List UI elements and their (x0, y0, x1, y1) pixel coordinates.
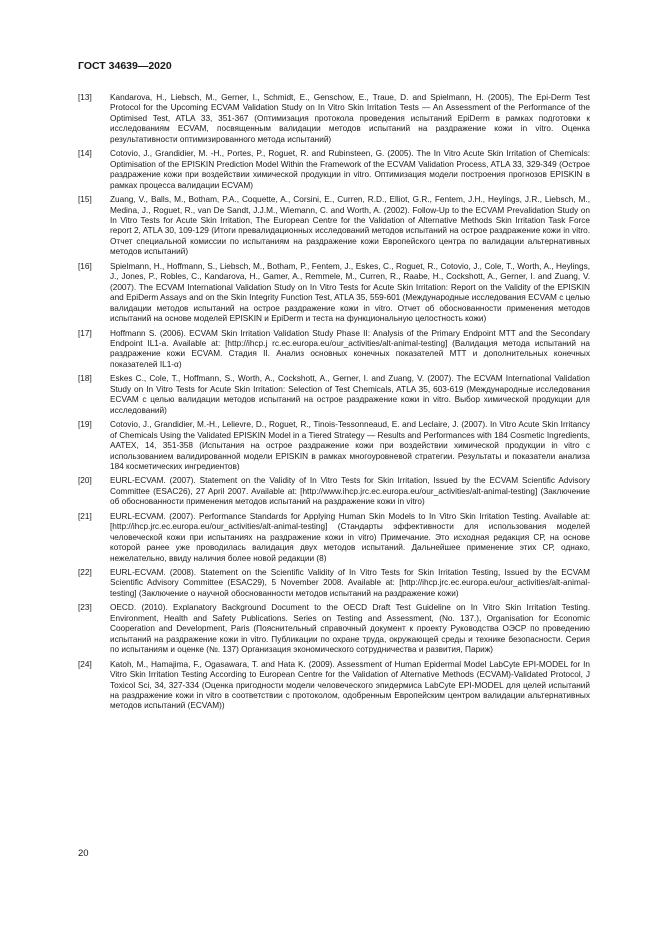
reference-item (78, 660, 590, 712)
page-number: 20 (78, 848, 89, 859)
reference-number: [22] (78, 568, 92, 578)
reference-number: [15] (78, 195, 92, 205)
reference-item (78, 93, 590, 145)
reference-number: [14] (78, 149, 92, 159)
reference-item (78, 603, 590, 655)
reference-number: [21] (78, 511, 92, 521)
reference-number: [23] (78, 603, 92, 613)
reference-item (78, 195, 590, 258)
reference-text: Cotovio, J., Grandidier, M. -H., Portes, P., Roguet, R. and Rubinsteen, G. (2005). The In Vitro Acute Skin Irritation of Chemicals: Optimisation of the EPISKIN Prediction Model Within the Framework of the ECVAM Validation Process, ATLA 33, 329-349 (Острое раздражение кожи при воздействии химической продукции in vitro. Оптимизация модели построения прогнозов EPISKIN в рамках процесса валидации ECVAM) (110, 149, 590, 190)
reference-number: [20] (78, 476, 92, 486)
reference-text: Spielmann, H., Hoffmann, S., Liebsch, M., Botham, P., Fentem, J., Eskes, C., Roguet, R., Cotovio, J., Cole, T., Worth, A., Heylings, J., Jones, P., Robles, C., Kandarova, H., Gamer, A., Remmele, M., Curren, R., Raabe, H., Cockshott, A., Gerner, I. and Zuang, V. (2007). The ECVAM International Validation Study on In Vitro Tests for Acute Skin Irritation: Report on the Validity of the EPISKIN and EpiDerm Assays and on the Skin Integrity Function Test, ATLA 35, 559-601 (Международные исследования ECVAM с целью валидации методов испытаний на острое раздражение кожи in vitro. Отчет об обоснованности применения методов испытаний на основе моделей EPISKIN и EpiDerm и теста на функциональную целостность кожи) (110, 261, 590, 324)
reference-number: [17] (78, 328, 92, 338)
reference-number: [19] (78, 420, 92, 430)
reference-text: Hoffmann S. (2006). ECVAM Skin Irritation Validation Study Phase II: Analysis of the Primary Endpoint MTT and the Secondary Endpoint IL1-a. Available at: [http://ihcp.j rc.ec.europa.eu/our_activities/alt-animal-testing] (Валидация метода испытаний на раздражение кожи ECVAM. Стадия II. Анализ основных конечных показателей МТТ и дополнительных конечных показателей IL1-α) (110, 328, 590, 369)
document-header: ГОСТ 34639—2020 (78, 60, 172, 72)
reference-item (78, 420, 590, 472)
reference-item (78, 568, 590, 599)
reference-item (78, 149, 590, 191)
reference-number: [18] (78, 374, 92, 384)
reference-text: OECD. (2010). Explanatory Background Document to the OECD Draft Test Guideline on In Vitro Skin Irritation Testing. Environment, Health and Safety Publications. Series on Testing and Assessment, (No. 137.), Organisation for Economic Cooperation and Development, Paris (Пояснительный справочный документ к проекту Руководства ОЭСР по проведению испытаний на раздражение кожи in vitro. Публикации по охране труда, окружающей среды и технике безопасности. Серия по испытаниям и оценке (№. 137) Организация экономического сотрудничества и развития, Париж) (110, 603, 590, 655)
reference-text: Katoh, M., Hamajima, F., Ogasawara, T. and Hata K. (2009). Assessment of Human Epidermal Model LabCyte EPI-MODEL for In Vitro Skin Irritation Testing According to European Centre for the Validation of Alternative Methods (ECVAM)-Validated Protocol, J Toxicol Sci, 34, 327-334 (Оценка пригодности модели человеческого эпидермиса LabCyte EPI-MODEL для целей испытаний на раздражение кожи in vitro в соответствии с протоколом, одобренным Европейским центром валидации альтернативных методов испытаний (ECVAM)) (110, 659, 590, 711)
reference-text: Eskes C., Cole, T., Hoffmann, S., Worth, A., Cockshott, A., Gerner, I. and Zuang, V. (2007). The ECVAM International Validation Study on In Vitro Tests for Acute Skin Irritation: Selection of Test Chemicals, ATLA 35, 603-619 (Международные исследования ECVAM с целью валидации методов испытаний на острое раздражение кожи in vitro. Выбор химической продукции для исследований) (110, 374, 590, 415)
reference-text: Zuang, V., Balls, M., Botham, P.A., Coquette, A., Corsini, E., Curren, R.D., Elliot, G.R., Fentem, J.H., Heylings, J.R., Liebsch, M., Medina, J., Roguet, R., van De Sandt, J.J.M., Wiemann, C. and Worth, A. (2002). Follow-Up to the ECVAM Prevalidation Study on In Vitro Tests for Acute Skin Irritation, The European Centre for the Validation of Alternative Methods Skin Irritation Task Force report 2, ATLA 30, 109-129 (Итоги превалидационных исследований методов испытаний на острое раздражение кожи in vitro. Отчет специальной комиссии по испытаниям на раздражение кожи Европейского центра по валидации альтернативных методов испытаний) (110, 195, 590, 257)
reference-text: EURL-ECVAM. (2007). Statement on the Validity of In Vitro Tests for Skin Irritation, Issued by the ECVAM Scientific Advisory Committee (ESAC26), 27 April 2007. Available at: [http://www.ihcp.jrc.ec.europa.eu/our_activities/alt-animal-testing] (Заключение об обоснованности применения методов испытаний на раздражение кожи in vitro) (110, 476, 590, 507)
reference-text: EURL-ECVAM. (2007). Performance Standards for Applying Human Skin Models to In Vitro Skin Irritation Testing. Available at: [http://ihcp.jrc.ec.europa.eu/our_activities/alt-animal-testing] (Стандарты эффективности для использования моделей человеческой кожи при испытаниях на раздражение кожи in vitro) Примечание. Это исходная редакция СР, на основе которой ранее уже проводилась валидация двух методов испытаний. Дальнейшее применение этих СР, однако, нежелательно, ввиду наличия более новой редакции (8) (110, 511, 590, 563)
reference-item (78, 329, 590, 371)
reference-text: Cotovio, J., Grandidier, M.-H., Lelievre, D., Roguet, R., Tinois-Tessonneaud, E. and Leclaire, J. (2007). In Vitro Acute Skin Irritancy of Chemicals Using the Validated EPISKIN Model in a Tiered Strategy — Results and Performances with 184 Cosmetic Ingredients, AATEX, 14, 351-358 (Испытания на острое раздражение кожи при воздействии химической продукции in vitro с использованием валидированной модели EPISKIN в рамках многоуровневой стратегии. Результаты и показатели анализа 184 косметических ингредиентов) (110, 420, 590, 471)
reference-text: Kandarova, H., Liebsch, M., Gerner, I., Schmidt, E., Genschow, E., Traue, D. and Spielmann, H. (2005), The Epi-Derm Test Protocol for the Upcoming ECVAM Validation Study on In Vitro Skin Irritation Tests — An Assessment of the Performance of the Optimised Test, ATLA 33, 351-367 (Оптимизация протокола проведения испытаний EpiDerm в рамках подготовки к исследованиям ECVAM, посвященным валидации методов испытаний на раздражение кожи in vitro. Оценка результативности оптимизированного метода испытаний) (110, 93, 590, 144)
reference-number: [16] (78, 261, 92, 271)
reference-number: [13] (78, 93, 92, 102)
reference-number: [24] (78, 659, 92, 669)
reference-item (78, 476, 590, 507)
reference-text: EURL-ECVAM. (2008). Statement on the Scientific Validity of In Vitro Tests for Skin Irritation Testing, Issued by the ECVAM Scientific Advisory Committee (ESAC29), 5 November 2008. Available at: [http://ihcp.jrc.ec.europa.eu/our_activities/alt-animal-testing] (Заключение о научной обоснованности методов испытаний на раздражение кожи) (110, 568, 590, 598)
reference-item (78, 374, 590, 416)
reference-item (78, 262, 590, 325)
reference-list (78, 93, 590, 716)
reference-item (78, 512, 590, 564)
